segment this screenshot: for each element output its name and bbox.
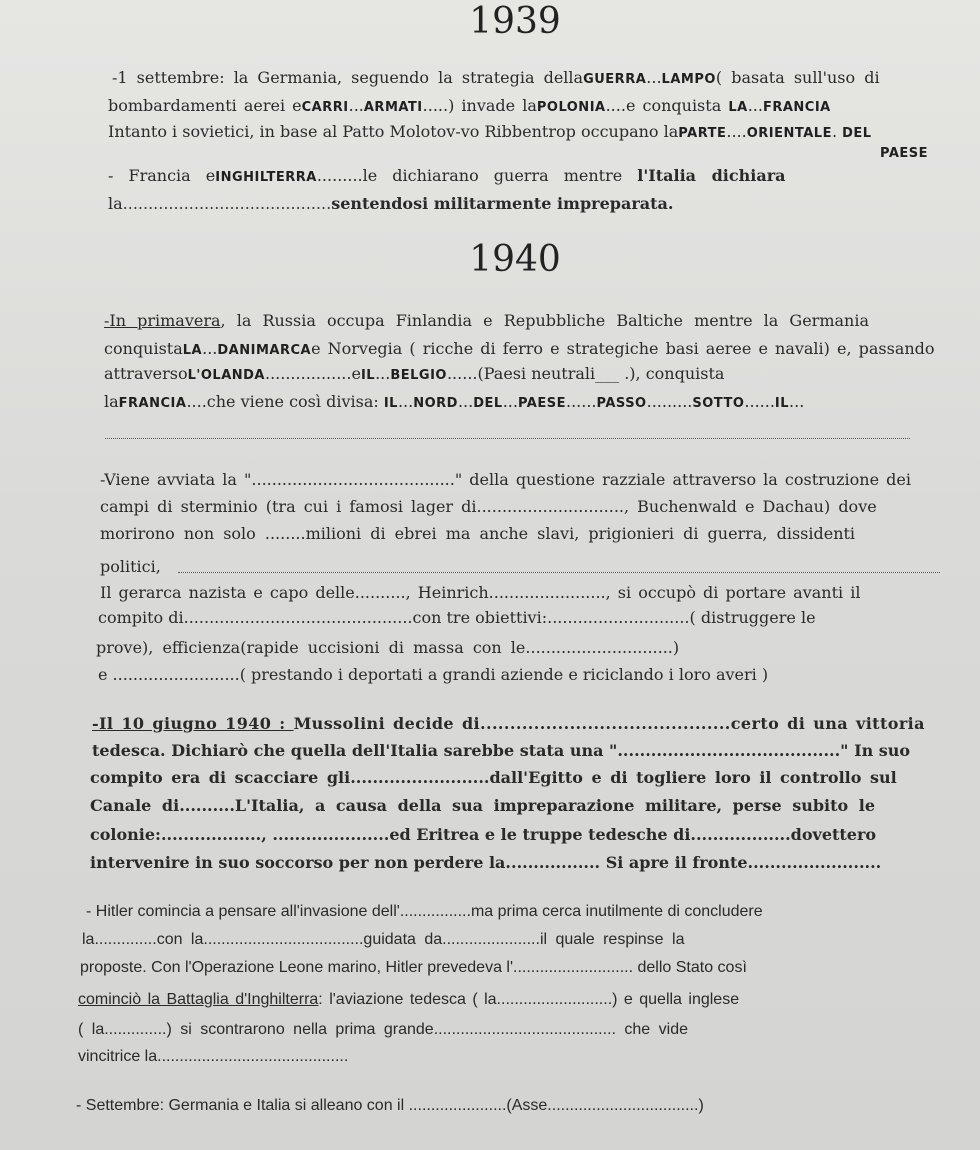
text-line: ( la..............) si scontrarono nella prima grande......................................... che vide xyxy=(78,1021,688,1038)
handwritten-answer: PARTE xyxy=(678,126,727,141)
text-line: politici, xyxy=(100,557,161,576)
handwritten-answer: PAESE xyxy=(880,146,929,161)
handwritten-answer: IL xyxy=(383,396,398,411)
handwritten-answer: DEL xyxy=(473,396,503,411)
text-line: -In primavera, la Russia occupa Finlandia e Repubbliche Baltiche mentre la Germania xyxy=(104,311,869,330)
handwritten-answer: FRANCIA xyxy=(118,396,187,411)
handwritten-answer: DANIMARCA xyxy=(217,343,312,358)
handwritten-answer: DEL xyxy=(842,126,872,141)
handwritten-answer: ORIENTALE xyxy=(746,126,832,141)
handwritten-answer: LAMPO xyxy=(661,72,716,87)
text-line: - Settembre: Germania e Italia si alleano con il ......................(Asse..................................) xyxy=(76,1097,704,1114)
text-line: -1 settembre: la Germania, seguendo la strategia dellaGUERRA...LAMPO( basata sull'uso di xyxy=(112,68,880,87)
text-line: compito di.............................................con tre obiettivi:............................( distruggere le xyxy=(98,608,816,627)
handwritten-answer: GUERRA xyxy=(583,72,647,87)
handwritten-answer: PASSO xyxy=(596,396,647,411)
text-line: bombardamenti aerei eCARRI...ARMATI.....) invade laPOLONIA....e conquista LA...FRANCIA xyxy=(108,96,831,115)
handwritten-answer: POLONIA xyxy=(536,100,606,115)
handwritten-answer: IL xyxy=(774,396,790,411)
text-line: vincitrice la........................................... xyxy=(78,1048,349,1065)
text-line: - Hitler comincia a pensare all'invasione dell'................ma prima cerca inutilmente di concludere xyxy=(86,903,763,920)
text-line: cominciò la Battaglia d'Inghilterra: l'aviazione tedesca ( la..........................) e quella inglese xyxy=(78,991,740,1008)
dotted-answer-line xyxy=(105,438,910,439)
handwritten-answer: L'OLANDA xyxy=(187,368,265,383)
text-line: Intanto i sovietici, in base al Patto Molotov-vo Ribbentrop occupano laPARTE....ORIENTALE. DEL xyxy=(108,122,872,141)
dotted-answer-line xyxy=(178,572,940,573)
year-heading-1940: 1940 xyxy=(469,239,561,280)
handwritten-answer: SOTTO xyxy=(692,396,745,411)
text-line: conquistaLA...DANIMARCAe Norvegia ( ricche di ferro e strategiche basi aeree e navali) e, passando xyxy=(104,339,935,358)
handwritten-answer: LA xyxy=(728,100,748,115)
handwritten-answer: CARRI xyxy=(301,100,349,115)
text-line: la..............con la....................................guidata da......................il quale respinse la xyxy=(82,931,685,948)
text-line: laFRANCIA....che viene così divisa: IL...NORD...DEL...PAESE......PASSO.........SOTTO......IL... xyxy=(104,392,805,411)
text-line: morirono non solo ........milioni di ebrei ma anche slavi, prigionieri di guerra, dissidenti xyxy=(100,524,856,543)
text-line xyxy=(880,142,928,164)
handwritten-answer: INGHILTERRA xyxy=(215,170,317,185)
text-line: tedesca. Dichiarò che quella dell'Italia sarebbe stata una "........................................" In suo xyxy=(92,741,911,760)
handwritten-answer: ARMATI xyxy=(363,100,423,115)
text-line: -Viene avviata la "........................................" della questione razziale attraverso la costruzione dei xyxy=(100,470,911,489)
year-heading-1939: 1939 xyxy=(469,1,561,42)
text-line: colonie:.................., .....................ed Eritrea e le truppe tedesche di..................dovettero xyxy=(90,825,877,844)
text-line: - Francia eINGHILTERRA.........le dichiarano guerra mentre l'Italia dichiara xyxy=(108,166,786,185)
text-line: campi di sterminio (tra cui i famosi lager di............................., Buchenwald e Dachau) dove xyxy=(100,497,877,516)
text-line: attraversoL'OLANDA.................eIL...BELGIO......(Paesi neutrali___ .), conquista xyxy=(104,364,725,383)
handwritten-answer: LA xyxy=(182,343,203,358)
text-line: -Il 10 giugno 1940 : Mussolini decide di..........................................certo di una vittoria xyxy=(92,714,925,733)
text-line: compito era di scacciare gli.........................dall'Egitto e di togliere loro il controllo sul xyxy=(90,768,897,787)
text-line: Canale di..........L'Italia, a causa della sua impreparazione militare, perse subito le xyxy=(90,796,876,815)
handwritten-answer: FRANCIA xyxy=(762,100,831,115)
text-line: prove), efficienza(rapide uccisioni di massa con le.............................) xyxy=(96,638,680,657)
text-line: proposte. Con l'Operazione Leone marino, Hitler prevedeva l'........................... dello Stato così xyxy=(80,959,747,976)
text-line: la.........................................sentendosi militarmente impreparata. xyxy=(108,194,674,213)
handwritten-answer: IL xyxy=(360,368,376,383)
handwritten-answer: BELGIO xyxy=(390,368,447,383)
text-line: Il gerarca nazista e capo delle.........., Heinrich......................., si occupò di portare avanti il xyxy=(100,583,861,602)
handwritten-answer: PAESE xyxy=(517,396,566,411)
text-line: e .........................( prestando i deportati a grandi aziende e riciclando i loro averi ) xyxy=(98,665,769,684)
handwritten-answer: NORD xyxy=(413,396,458,411)
text-line: intervenire in suo soccorso per non perdere la................. Si apre il fronte........................ xyxy=(90,853,882,872)
